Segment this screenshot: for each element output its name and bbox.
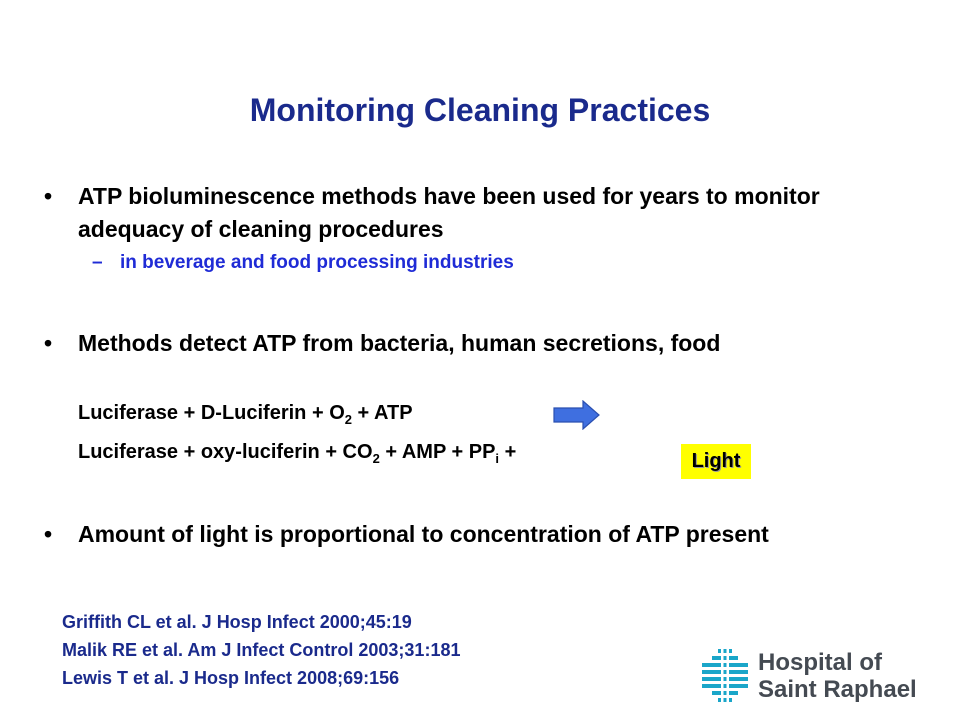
bullet-marker: • (44, 330, 53, 356)
bullet-text: Methods detect ATP from bacteria, human secretions, food (78, 330, 721, 356)
sub-bullet-marker: – (92, 252, 103, 273)
slide-title: Monitoring Cleaning Practices (249, 92, 711, 128)
logo-line-1: Hospital of (758, 649, 882, 676)
equation-text: Luciferase + D-Luciferin + O (78, 402, 345, 424)
reference-item: Griffith CL et al. J Hosp Infect 2000;45:19 (62, 612, 412, 632)
references (62, 608, 460, 692)
equation-text: + ATP (351, 402, 413, 424)
bullet-marker: • (44, 183, 53, 209)
bullet-text: ATP bioluminescence methods have been used for years to monitor adequacy of cleaning procedures (78, 183, 820, 242)
equation-subscript: i (495, 451, 500, 466)
logo-text (758, 649, 917, 703)
light-highlight: Light (681, 444, 751, 479)
logo-line-2: Saint Raphael (758, 676, 917, 703)
equation-line-1 (78, 402, 413, 427)
equation-subscript: 2 (372, 451, 380, 466)
equation-text: + AMP + PP (379, 441, 496, 463)
equation-text: Luciferase + oxy-luciferin + CO (78, 441, 373, 463)
reaction-arrow-icon (553, 400, 601, 430)
hospital-logo (700, 645, 920, 709)
reference-item: Lewis T et al. J Hosp Infect 2008;69:156 (62, 668, 400, 688)
hospital-cross-icon (700, 647, 750, 707)
equation-line-2 (78, 441, 516, 466)
bullet-marker: • (44, 521, 53, 547)
reference-item: Malik RE et al. Am J Infect Control 2003;31:181 (62, 640, 461, 660)
equation-subscript: 2 (344, 412, 352, 427)
bullet-text: Amount of light is proportional to concentration of ATP present (78, 521, 769, 547)
equation-text: + (499, 441, 517, 463)
sub-bullet-text: in beverage and food processing industries (120, 252, 514, 273)
